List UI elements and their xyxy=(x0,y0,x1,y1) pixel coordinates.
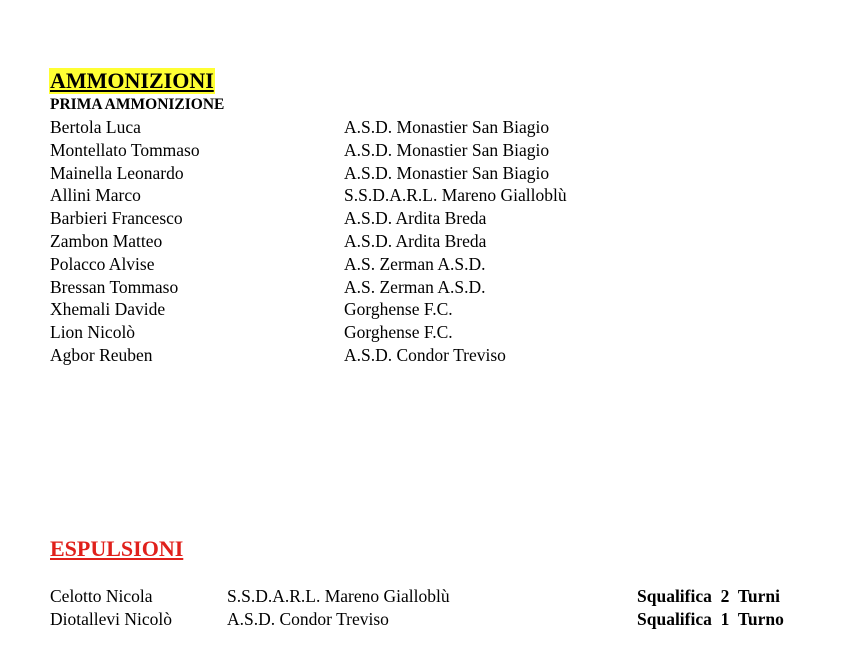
club-name: Gorghense F.C. xyxy=(344,322,453,343)
club-name: A.S.D. Monastier San Biagio xyxy=(344,139,550,160)
club-name: A.S.D. Condor Treviso xyxy=(227,609,389,629)
club-name: A.S.D. Monastier San Biagio xyxy=(344,162,550,183)
espulsioni-list xyxy=(50,585,820,631)
player-name: Zambon Matteo xyxy=(50,230,163,251)
list-item xyxy=(50,139,670,162)
club-name: S.S.D.A.R.L. Mareno Gialloblù xyxy=(344,185,567,206)
list-item xyxy=(50,608,820,631)
sanction-text: Squalifica 2 Turni xyxy=(637,586,780,606)
ammonizioni-heading: AMMONIZIONI xyxy=(50,68,214,93)
list-item xyxy=(50,230,670,253)
list-item xyxy=(50,162,670,185)
list-item xyxy=(50,116,670,139)
list-item xyxy=(50,298,670,321)
ammonizioni-list xyxy=(50,116,670,367)
player-name: Lion Nicolò xyxy=(50,322,136,343)
list-item xyxy=(50,207,670,230)
club-name: A.S. Zerman A.S.D. xyxy=(344,253,486,274)
list-item xyxy=(50,344,670,367)
player-name: Allini Marco xyxy=(50,185,141,206)
player-name: Bressan Tommaso xyxy=(50,276,179,297)
club-name: S.S.D.A.R.L. Mareno Gialloblù xyxy=(227,586,450,606)
list-item xyxy=(50,321,670,344)
player-name: Celotto Nicola xyxy=(50,586,153,606)
player-name: Polacco Alvise xyxy=(50,253,155,274)
prima-ammonizione-subheading: PRIMA AMMONIZIONE xyxy=(50,96,225,113)
list-item xyxy=(50,253,670,276)
espulsioni-heading: ESPULSIONI xyxy=(50,536,184,561)
player-name: Diotallevi Nicolò xyxy=(50,609,172,629)
club-name: A.S.D. Ardita Breda xyxy=(344,208,487,229)
player-name: Bertola Luca xyxy=(50,117,141,137)
club-name: A.S.D. Condor Treviso xyxy=(344,344,506,365)
player-name: Agbor Reuben xyxy=(50,344,153,365)
sanction-text: Squalifica 1 Turno xyxy=(637,609,784,629)
list-item xyxy=(50,585,820,608)
club-name: A.S.D. Monastier San Biagio xyxy=(344,117,550,137)
list-item xyxy=(50,184,670,207)
player-name: Mainella Leonardo xyxy=(50,162,184,183)
player-name: Barbieri Francesco xyxy=(50,208,183,229)
club-name: A.S. Zerman A.S.D. xyxy=(344,276,486,297)
player-name: Montellato Tommaso xyxy=(50,139,200,160)
player-name: Xhemali Davide xyxy=(50,299,166,320)
club-name: Gorghense F.C. xyxy=(344,299,453,320)
list-item xyxy=(50,276,670,299)
club-name: A.S.D. Ardita Breda xyxy=(344,230,487,251)
